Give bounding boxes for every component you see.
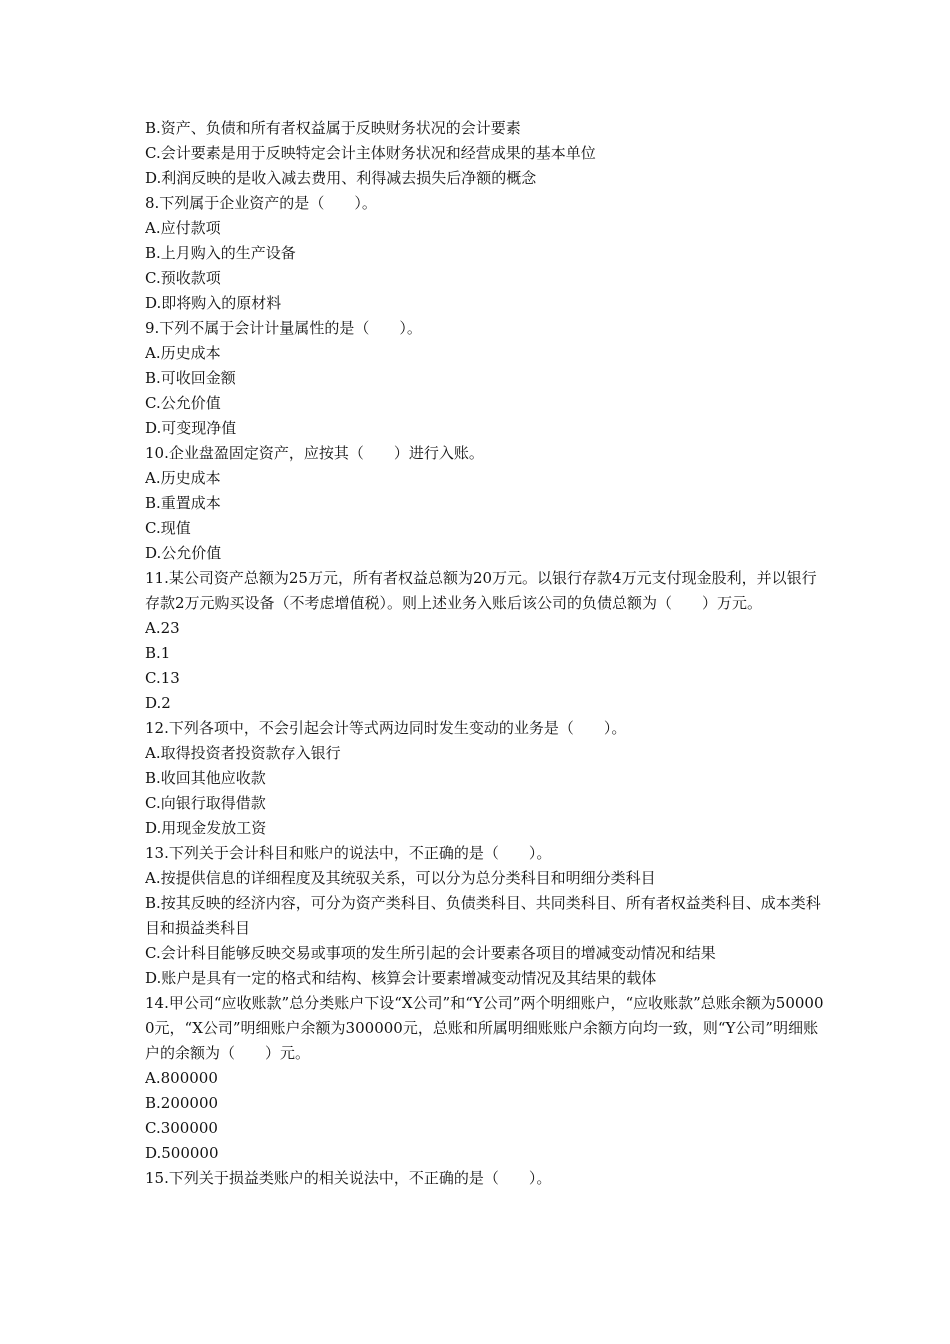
option-line: B.上月购入的生产设备	[145, 244, 296, 262]
question-11: 11.某公司资产总额为25万元，所有者权益总额为20万元。以银行存款4万元支付现金股利，并以银行存款2万元购买设备（不考虑增值税）。则上述业务入账后该公司的负债总额为（ ）万元。	[145, 569, 817, 612]
question-14: 14.甲公司“应收账款”总分类账户下设“X公司”和“Y公司”两个明细账户，“应收账款”总账余额为500000元，“X公司”明细账户余额为300000元，总账和所属明细账账户余额方向均一致，则“Y公司”明细账户的余额为（ ）元。	[145, 994, 824, 1062]
line-group-c	[145, 941, 825, 991]
option-line: A.历史成本	[145, 344, 221, 362]
option-line: D.用现金发放工资	[145, 819, 267, 837]
question-13-option-b: B.按其反映的经济内容，可分为资产类科目、负债类科目、共同类科目、所有者权益类科目、成本类科目和损益类科目	[145, 894, 821, 937]
option-line: C.公允价值	[145, 394, 221, 412]
option-line: D.可变现净值	[145, 419, 237, 437]
option-line: A.历史成本	[145, 469, 221, 487]
question-9: 9.下列不属于会计计量属性的是（ ）。	[145, 319, 422, 337]
option-line: D.500000	[145, 1144, 219, 1162]
question-8: 8.下列属于企业资产的是（ ）。	[145, 194, 377, 212]
text-line: C.会计要素是用于反映特定会计主体财务状况和经营成果的基本单位	[145, 144, 596, 162]
option-line: B.1	[145, 644, 171, 662]
option-line: D.2	[145, 694, 171, 712]
option-line: A.按提供信息的详细程度及其统驭关系，可以分为总分类科目和明细分类科目	[145, 869, 656, 887]
question-12: 12.下列各项中，不会引起会计等式两边同时发生变动的业务是（ ）。	[145, 719, 627, 737]
question-13: 13.下列关于会计科目和账户的说法中，不正确的是（ ）。	[145, 844, 552, 862]
question-15: 15.下列关于损益类账户的相关说法中，不正确的是（ ）。	[145, 1169, 552, 1187]
option-line: A.应付款项	[145, 219, 221, 237]
option-line: D.公允价值	[145, 544, 222, 562]
option-line: A.23	[145, 619, 180, 637]
line-group-a	[145, 116, 825, 566]
line-group-d	[145, 1066, 825, 1191]
option-line: B.重置成本	[145, 494, 221, 512]
option-line: D.账户是具有一定的格式和结构、核算会计要素增减变动情况及其结果的载体	[145, 969, 657, 987]
text-line: D.利润反映的是收入减去费用、利得减去损失后净额的概念	[145, 169, 537, 187]
option-line: C.预收款项	[145, 269, 221, 287]
option-line: D.即将购入的原材料	[145, 294, 282, 312]
text-line: B.资产、负债和所有者权益属于反映财务状况的会计要素	[145, 119, 521, 137]
option-line: C.300000	[145, 1119, 218, 1137]
option-line: B.可收回金额	[145, 369, 236, 387]
question-10: 10.企业盘盈固定资产，应按其（ ）进行入账。	[145, 444, 484, 462]
option-line: C.现值	[145, 519, 191, 537]
option-line: A.800000	[145, 1069, 218, 1087]
document-body	[145, 116, 825, 1191]
option-line: B.200000	[145, 1094, 219, 1112]
option-line: C.向银行取得借款	[145, 794, 266, 812]
line-group-b	[145, 616, 825, 891]
option-line: C.会计科目能够反映交易或事项的发生所引起的会计要素各项目的增减变动情况和结果	[145, 944, 716, 962]
option-line: C.13	[145, 669, 180, 687]
option-line: A.取得投资者投资款存入银行	[145, 744, 341, 762]
option-line: B.收回其他应收款	[145, 769, 266, 787]
